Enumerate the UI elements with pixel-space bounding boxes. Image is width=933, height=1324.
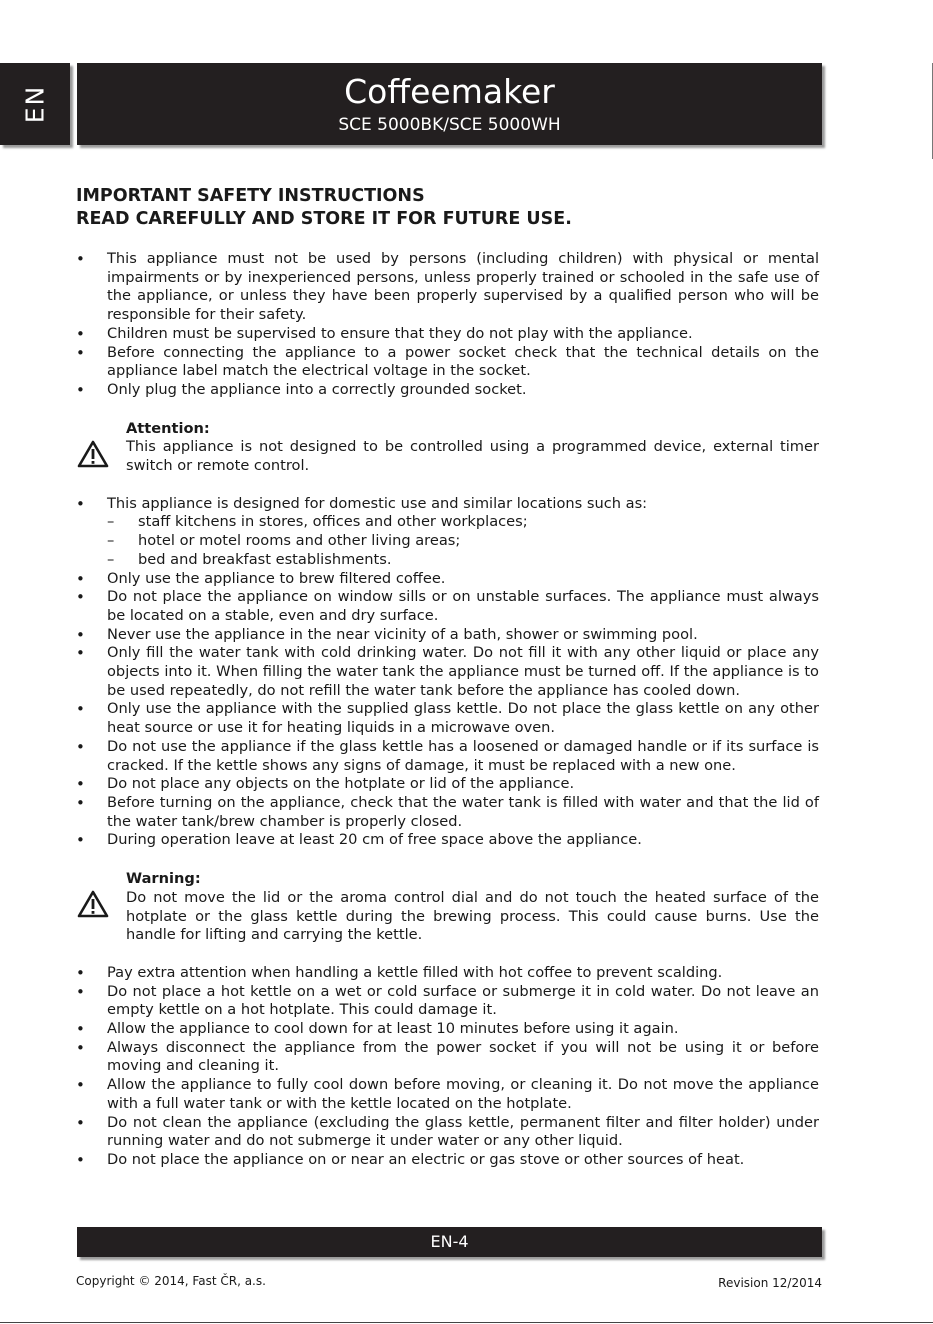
model-number: SCE 5000BK/SCE 5000WH [338,115,561,135]
warning-triangle-icon [77,440,109,468]
sub-list-item: – bed and breakfast establishments. [107,551,819,570]
warning-triangle-icon [77,890,109,918]
list-item: • Only use the appliance to brew filtered coffee. [76,570,819,589]
list-item: • Before turning on the appliance, check that the water tank is filled with water and that the lid of the water tank/brew chamber is properly closed. [76,794,819,831]
copyright-text: Copyright © 2014, Fast ČR, a.s. [76,1274,266,1288]
warning-title: Warning: [126,870,201,888]
language-tab [0,63,70,145]
section-heading [76,185,819,231]
list-item: • Do not place any objects on the hotplate or lid of the appliance. [76,775,819,794]
page-number: EN-4 [430,1232,469,1251]
bullet-list-a [76,250,819,400]
list-item: • Only plug the appliance into a correctly grounded socket. [76,381,819,400]
attention-notice [76,420,819,476]
list-item: • Allow the appliance to cool down for at least 10 minutes before using it again. [76,1020,819,1039]
list-item-text: This appliance is designed for domestic use and similar locations such as: [107,494,648,512]
revision-text: Revision 12/2014 [718,1276,822,1290]
warning-notice [76,870,819,945]
list-item: • Only use the appliance with the supplied glass kettle. Do not place the glass kettle on any other heat source or use it for heating liquids in a microwave oven. [76,700,819,737]
list-item [76,495,819,570]
list-item: • Do not place the appliance on or near an electric or gas stove or other sources of heat. [76,1151,819,1170]
list-item: • Before connecting the appliance to a power socket check that the technical details on the appliance label match the electrical voltage in the socket. [76,344,819,381]
document-body [76,185,819,1170]
list-item: • Do not place a hot kettle on a wet or cold surface or submerge it in cold water. Do not leave an empty kettle on a hot hotplate. This could damage it. [76,983,819,1020]
attention-title: Attention: [126,419,210,437]
heading-line-2: READ CAREFULLY AND STORE IT FOR FUTURE USE. [76,209,572,229]
list-item: • Always disconnect the appliance from the power socket if you will not be using it or before moving and cleaning it. [76,1039,819,1076]
header-bar [77,63,822,145]
attention-text: This appliance is not designed to be controlled using a programmed device, external timer switch or remote control. [126,438,819,475]
footer-bar [77,1227,822,1257]
warning-text: Do not move the lid or the aroma control dial and do not touch the heated surface of the hotplate or the glass kettle during the brewing process. This could cause burns. Use the handle for lifting and carrying the kettle. [126,888,819,944]
list-item: • Do not use the appliance if the glass kettle has a loosened or damaged handle or if its surface is cracked. If the kettle shows any signs of damage, it must be replaced with a new one. [76,738,819,775]
sub-list-item: – staff kitchens in stores, offices and other workplaces; [107,513,819,532]
list-item: • Do not place the appliance on window sills or on unstable surfaces. The appliance must always be located on a stable, even and dry surface. [76,588,819,625]
list-item: • This appliance must not be used by persons (including children) with physical or mental impairments or by inexperienced persons, unless properly trained or schooled in the safe use of the appliance, or unless they have been properly supervised by a qualified person who will be responsible for their safety. [76,250,819,325]
page-title: Coffeemaker [344,72,555,111]
list-item: • Never use the appliance in the near vicinity of a bath, shower or swimming pool. [76,626,819,645]
list-item: • Allow the appliance to fully cool down before moving, or cleaning it. Do not move the appliance with a full water tank or with the kettle located on the hotplate. [76,1076,819,1113]
list-item: • Children must be supervised to ensure that they do not play with the appliance. [76,325,819,344]
bullet-list-c [76,964,819,1170]
sub-list [107,513,819,569]
list-item: • Do not clean the appliance (excluding the glass kettle, permanent filter and filter holder) under running water and do not submerge it under water or any other liquid. [76,1114,819,1151]
list-item: • Only fill the water tank with cold drinking water. Do not fill it with any other liquid or place any objects into it. When filling the water tank the appliance must be turned off. If the appliance is to be used repeatedly, do not refill the water tank before the appliance has cooled down. [76,644,819,700]
list-item: • Pay extra attention when handling a kettle filled with hot coffee to prevent scalding. [76,964,819,983]
list-item: • During operation leave at least 20 cm of free space above the appliance. [76,831,819,850]
heading-line-1: IMPORTANT SAFETY INSTRUCTIONS [76,186,425,206]
sub-list-item: – hotel or motel rooms and other living areas; [107,532,819,551]
language-label: EN [20,84,50,124]
bullet-list-b [76,495,819,850]
page-edge-line [0,1322,933,1323]
